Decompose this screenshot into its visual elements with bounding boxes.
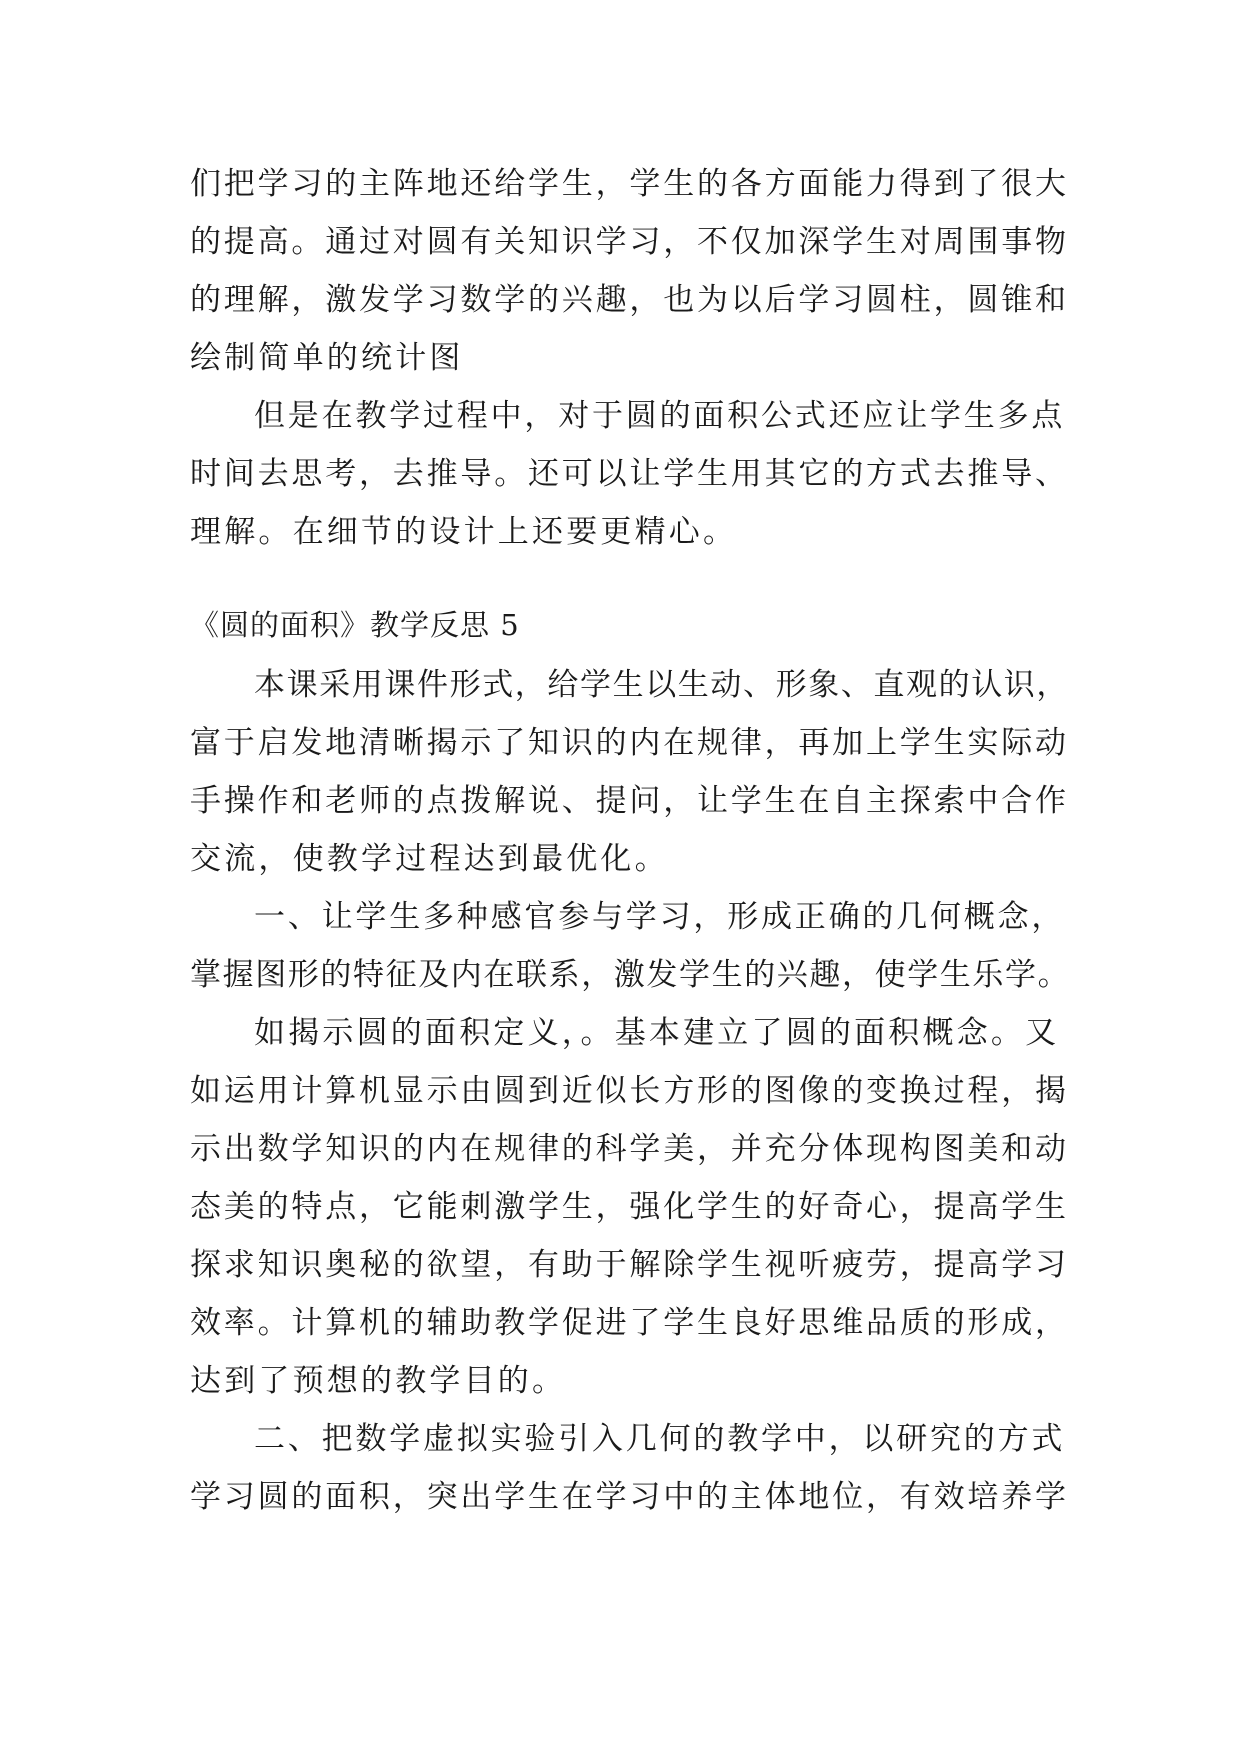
text-line: 二、把数学虚拟实验引入几何的教学中，以研究的方式 [254, 1421, 1066, 1457]
text-line: 如揭示圆的面积定义，。基本建立了圆的面积概念。又 [254, 1015, 1060, 1051]
text-line: 交流，使教学过程达到最优化。 [190, 841, 669, 877]
text-line: 探求知识奥秘的欲望，有助于解除学生视听疲劳，提高学习 [190, 1247, 1069, 1283]
text-line: 本课采用课件形式，给学生以生动、形象、直观的认识， [254, 667, 1069, 703]
text-line: 效率。计算机的辅助教学促进了学生良好思维品质的形成， [190, 1305, 1069, 1341]
text-line: 的理解，激发学习数学的兴趣，也为以后学习圆柱，圆锥和 [190, 282, 1069, 318]
text-line: 达到了预想的教学目的。 [190, 1363, 567, 1399]
text-line: 如运用计算机显示由圆到近似长方形的图像的变换过程，揭 [190, 1073, 1069, 1109]
section-heading-block [190, 596, 1070, 654]
text-line: 掌握图形的特征及内在联系，激发学生的兴趣，使学生乐学。 [190, 957, 1071, 993]
text-line: 手操作和老师的点拨解说、提问，让学生在自主探索中合作 [190, 783, 1069, 819]
paragraph-2 [190, 387, 1070, 561]
paragraph-4 [190, 888, 1070, 1004]
paragraph-1 [190, 155, 1070, 387]
text-line: 富于启发地清晰揭示了知识的内在规律，再加上学生实际动 [190, 725, 1069, 761]
text-line: 绘制简单的统计图 [190, 340, 464, 376]
text-line: 时间去思考，去推导。还可以让学生用其它的方式去推导、 [190, 456, 1069, 492]
paragraph-6 [190, 1410, 1070, 1526]
text-line: 示出数学知识的内在规律的科学美，并充分体现构图美和动 [190, 1131, 1069, 1167]
text-line: 的提高。通过对圆有关知识学习，不仅加深学生对周围事物 [190, 224, 1069, 260]
text-line: 一、让学生多种感官参与学习，形成正确的几何概念， [254, 899, 1066, 935]
paragraph-3 [190, 656, 1070, 888]
paragraph-5 [190, 1004, 1070, 1410]
text-line: 理解。在细节的设计上还要更精心。 [190, 514, 738, 550]
text-line: 们把学习的主阵地还给学生，学生的各方面能力得到了很大 [190, 166, 1069, 202]
text-line: 态美的特点，它能刺激学生，强化学生的好奇心，提高学生 [190, 1189, 1069, 1225]
text-line: 学习圆的面积，突出学生在学习中的主体地位，有效培养学 [190, 1479, 1069, 1515]
section-title: 《圆的面积》教学反思 5 [190, 608, 520, 642]
text-line: 但是在教学过程中，对于圆的面积公式还应让学生多点 [254, 398, 1066, 434]
